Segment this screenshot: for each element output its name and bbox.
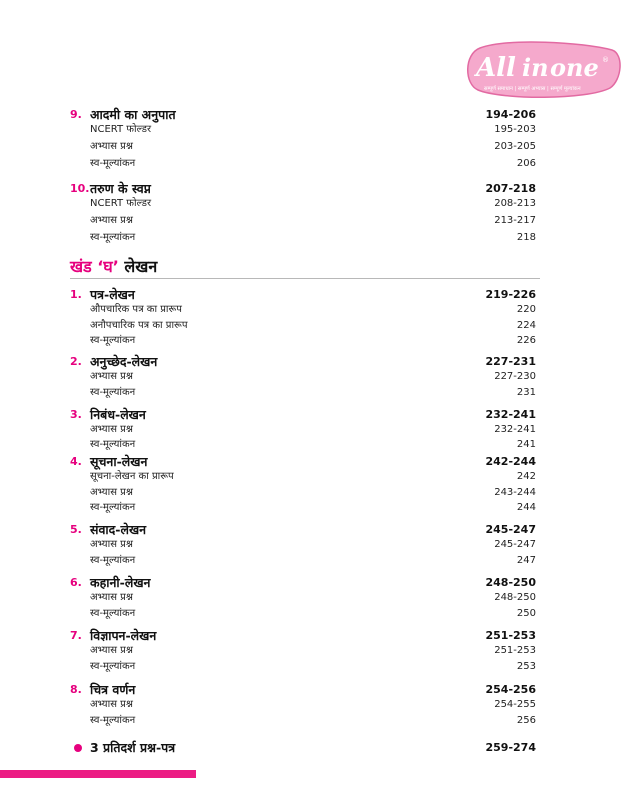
chapter-title: 3 प्रतिदर्श प्रश्न-पत्र [90, 740, 176, 755]
toc-subitem [90, 422, 540, 438]
chapter-title: कहानी-लेखन [90, 575, 151, 590]
subitem-pages: 208-213 [494, 198, 536, 209]
chapter-title: पत्र-लेखन [90, 287, 135, 302]
chapter-title: चित्र वर्णन [90, 682, 136, 697]
subitem-pages: 256 [516, 715, 536, 726]
chapter-number: 7. [70, 629, 82, 642]
subitem-label: स्व-मूल्यांकन [90, 502, 136, 513]
subitem-label: अभ्यास प्रश्न [90, 592, 133, 603]
subitem-label: अनौपचारिक पत्र का प्रारूप [90, 320, 188, 331]
toc-subitem [90, 122, 540, 138]
all-in-one-logo [462, 40, 622, 100]
subitem-label: स्व-मूल्यांकन [90, 555, 136, 566]
toc-subitem [90, 659, 540, 675]
subitem-pages: 195-203 [494, 124, 536, 135]
section-heading [70, 256, 540, 279]
toc-subitem [90, 697, 540, 713]
toc-subitem [90, 139, 540, 155]
toc-subitem [90, 385, 540, 401]
toc-subitem [90, 230, 540, 246]
subitem-label: स्व-मूल्यांकन [90, 158, 136, 169]
subitem-pages: 226 [516, 335, 536, 346]
subitem-pages: 232-241 [494, 424, 536, 435]
subitem-pages: 247 [516, 555, 536, 566]
chapter-pages: 254-256 [485, 683, 536, 696]
chapter-pages: 259-274 [485, 741, 536, 754]
chapter-pages: 242-244 [485, 455, 536, 468]
toc-subitem [90, 156, 540, 172]
subitem-pages: 242 [516, 471, 536, 482]
subitem-label: औपचारिक पत्र का प्रारूप [90, 304, 182, 315]
subitem-pages: 253 [516, 661, 536, 672]
subitem-label: स्व-मूल्यांकन [90, 608, 136, 619]
svg-text:All: All [476, 53, 516, 83]
subitem-label: NCERT फोल्डर [90, 198, 152, 209]
svg-text:one: one [550, 53, 599, 82]
toc-subitem [90, 196, 540, 212]
chapter-pages: 251-253 [485, 629, 536, 642]
toc-subitem [90, 590, 540, 606]
chapter-number: 2. [70, 355, 82, 368]
subitem-label: अभ्यास प्रश्न [90, 699, 133, 710]
chapter-number: 5. [70, 523, 82, 536]
logo-tagline: सम्पूर्ण समाधान | सम्पूर्ण अभ्यास | सम्पूर्ण मूल्यांकन [484, 86, 581, 92]
toc-subitem [90, 333, 540, 349]
toc-subitem [90, 369, 540, 385]
toc-subitem [90, 713, 540, 729]
toc-subitem [90, 469, 540, 485]
chapter-title: सूचना-लेखन [90, 454, 148, 469]
chapter-pages: 227-231 [485, 355, 536, 368]
chapter-number: 6. [70, 576, 82, 589]
subitem-label: अभ्यास प्रश्न [90, 645, 133, 656]
subitem-pages: 206 [516, 158, 536, 169]
chapter-number: 8. [70, 683, 82, 696]
subitem-label: स्व-मूल्यांकन [90, 661, 136, 672]
subitem-label: स्व-मूल्यांकन [90, 335, 136, 346]
chapter-title: विज्ञापन-लेखन [90, 628, 157, 643]
subitem-pages: 245-247 [494, 539, 536, 550]
subitem-pages: 224 [516, 320, 536, 331]
chapter-title: आदमी का अनुपात [90, 107, 176, 122]
chapter-title: संवाद-लेखन [90, 522, 147, 537]
subitem-pages: 220 [516, 304, 536, 315]
subitem-pages: 227-230 [494, 371, 536, 382]
chapter-pages: 207-218 [485, 182, 536, 195]
chapter-pages: 232-241 [485, 408, 536, 421]
chapter-title: अनुच्छेद-लेखन [90, 354, 158, 369]
toc-subitem [90, 437, 540, 453]
subitem-label: अभ्यास प्रश्न [90, 424, 133, 435]
subitem-pages: 248-250 [494, 592, 536, 603]
subitem-pages: 241 [516, 439, 536, 450]
subitem-label: स्व-मूल्यांकन [90, 715, 136, 726]
section-subtitle: लेखन [124, 257, 158, 276]
toc-subitem [90, 302, 540, 318]
section-title: खंड ‘घ’ [70, 257, 119, 276]
subitem-label: अभ्यास प्रश्न [90, 539, 133, 550]
toc-subitem [90, 485, 540, 501]
chapter-number: 3. [70, 408, 82, 421]
chapter-pages: 194-206 [485, 108, 536, 121]
subitem-label: अभ्यास प्रश्न [90, 141, 133, 152]
subitem-pages: 251-253 [494, 645, 536, 656]
chapter-number: 1. [70, 288, 82, 301]
svg-text:®: ® [602, 56, 609, 64]
subitem-pages: 203-205 [494, 141, 536, 152]
subitem-pages: 254-255 [494, 699, 536, 710]
subitem-label: स्व-मूल्यांकन [90, 439, 136, 450]
subitem-label: NCERT फोल्डर [90, 124, 152, 135]
chapter-pages: 219-226 [485, 288, 536, 301]
chapter-number: 10. [70, 182, 90, 195]
toc-subitem [90, 318, 540, 334]
chapter-pages: 245-247 [485, 523, 536, 536]
chapter-title: निबंध-लेखन [90, 407, 146, 422]
toc-subitem [90, 643, 540, 659]
subitem-pages: 213-217 [494, 215, 536, 226]
toc-subitem [90, 213, 540, 229]
chapter-pages: 248-250 [485, 576, 536, 589]
chapter-title: तरुण के स्वप्न [90, 181, 151, 196]
subitem-label: सूचना-लेखन का प्रारूप [90, 471, 174, 482]
subitem-pages: 244 [516, 502, 536, 513]
subitem-label: अभ्यास प्रश्न [90, 487, 133, 498]
subitem-label: स्व-मूल्यांकन [90, 387, 136, 398]
subitem-label: अभ्यास प्रश्न [90, 215, 133, 226]
subitem-label: अभ्यास प्रश्न [90, 371, 133, 382]
toc-final-entry[interactable] [70, 739, 540, 757]
chapter-number: 4. [70, 455, 82, 468]
subitem-pages: 243-244 [494, 487, 536, 498]
subitem-label: स्व-मूल्यांकन [90, 232, 136, 243]
svg-text:in: in [522, 53, 549, 82]
toc-subitem [90, 553, 540, 569]
subitem-pages: 250 [516, 608, 536, 619]
toc-subitem [90, 606, 540, 622]
footer-accent-bar [0, 770, 196, 778]
toc-subitem [90, 537, 540, 553]
chapter-number: 9. [70, 108, 82, 121]
subitem-pages: 231 [516, 387, 536, 398]
subitem-pages: 218 [516, 232, 536, 243]
toc-subitem [90, 500, 540, 516]
